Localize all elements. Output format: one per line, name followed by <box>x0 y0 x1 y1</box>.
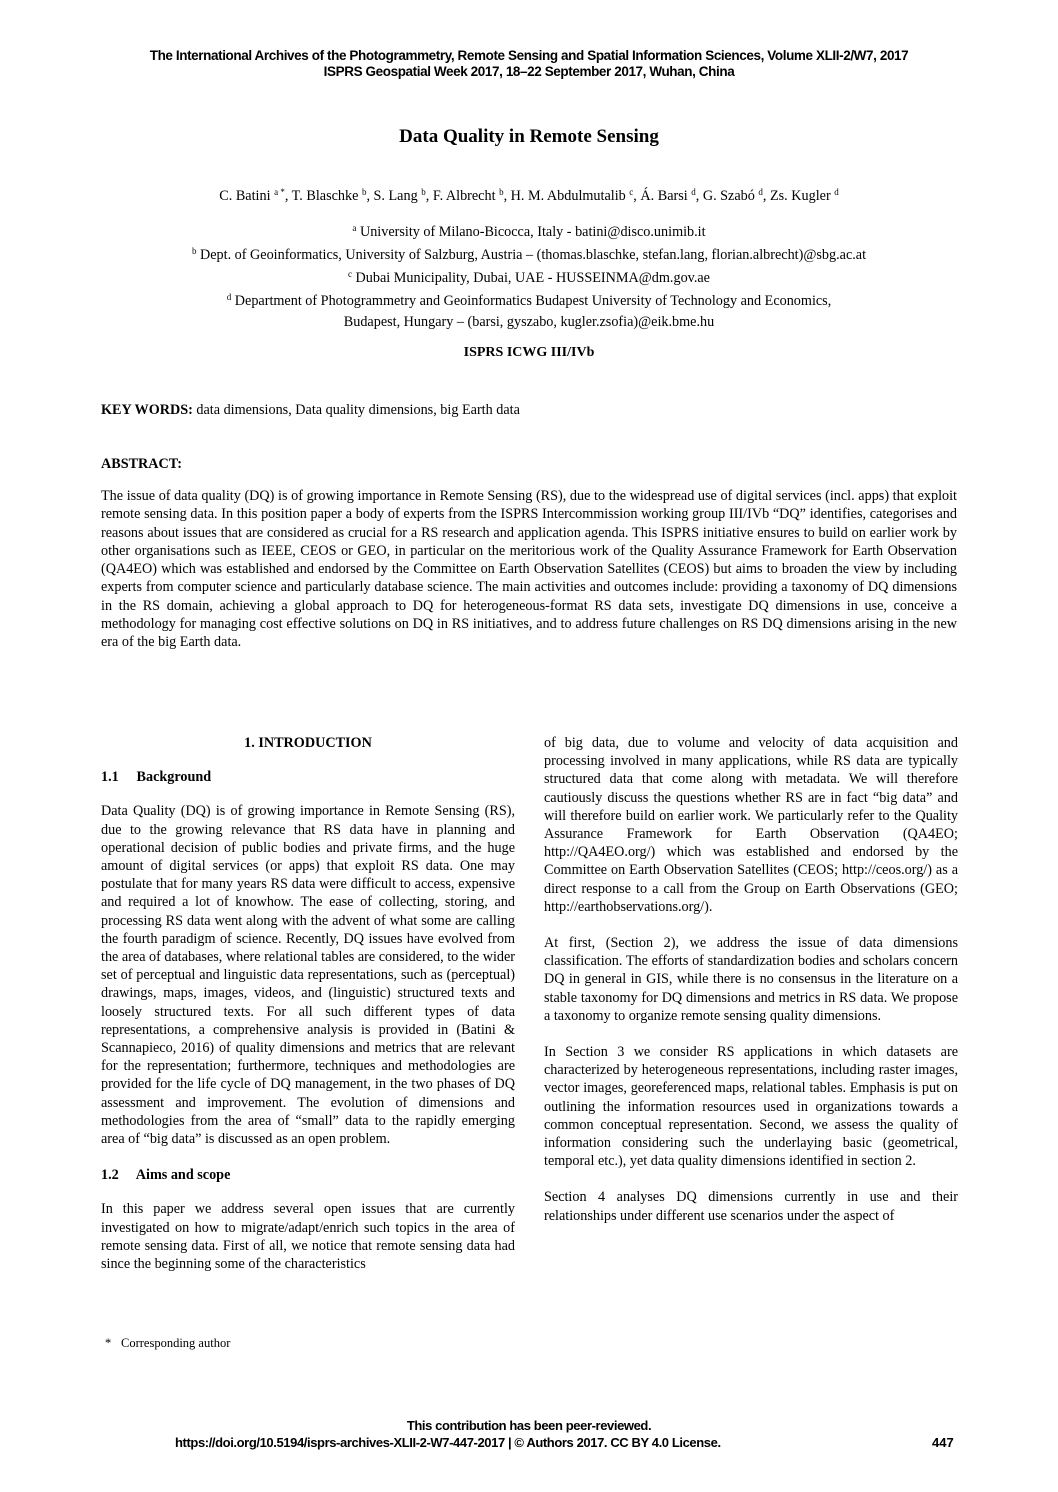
footer-peer-review: This contribution has been peer-reviewed. <box>406 1418 652 1433</box>
keywords-text: data dimensions, Data quality dimensions, big Earth data <box>196 402 520 418</box>
author-list: C. Batini $^{a *}$, T. Blaschke $^b$, S. Lang $^b$, F. Albrecht $^b$, H. M. Abdulmutalib $^c$, Á. Barsi $^d$, G. Szabó $^d$, Zs. Kugler $^d$ <box>219 187 839 204</box>
affiliation-c: $^c$ Dubai Municipality, Dubai, UAE - HUSSEINMA@dm.gov.ae <box>348 269 710 286</box>
journal-header-line2: ISPRS Geospatial Week 2017, 18–22 September 2017, Wuhan, China <box>323 64 735 79</box>
author: G. Szabó $^d$ <box>702 187 763 204</box>
paragraph-section4: Section 4 analyses DQ dimensions currently in use and their relationships under different use scenarios under the aspect of <box>544 1189 958 1224</box>
journal-header-line1: The International Archives of the Photogrammetry, Remote Sensing and Spatial Information Sciences, Volume XLII-2/W7, 2017 <box>149 48 909 63</box>
subsection-heading-background: 1.1 Background <box>101 769 212 786</box>
paragraph-big-data: of big data, due to volume and velocity of data acquisition and processing involved in many applications, while RS data are typically structured data that come along with metadata. We will therefore cautiously discuss the questions whether RS are in fact “big data” and will therefore build on earlier work. We particularly refer to the Quality Assurance Framework for Earth Observation (QA4EO; http://QA4EO.org/) which was established and endorsed by the Committee on Earth Observation Satellites (CEOS; http://ceos.org/) as a direct response to a call from the Group on Earth Observations (GEO; http://earthobservations.org/). <box>544 735 958 915</box>
section-heading-introduction: 1. INTRODUCTION <box>244 735 372 751</box>
author: T. Blaschke $^b$ <box>291 187 367 204</box>
author: H. M. Abdulmutalib $^c$ <box>510 187 634 204</box>
paper-title: Data Quality in Remote Sensing <box>399 126 659 147</box>
paragraph-aims: In this paper we address several open issues that are currently investigated on how to migrate/adapt/enrich such topics in the area of remote sensing data. First of all, we notice that remote sensing data had since the beginning some of the characteristics <box>101 1201 515 1273</box>
right-column <box>544 734 958 1243</box>
working-group: ISPRS ICWG III/IVb <box>463 345 595 360</box>
affiliation-a: $^a$ University of Milano-Bicocca, Italy - batini@disco.unimib.it <box>352 223 706 240</box>
keywords <box>101 402 520 419</box>
author: F. Albrecht $^b$ <box>432 187 504 204</box>
paragraph-section2: At first, (Section 2), we address the issue of data dimensions classification. The efforts of standardization bodies and scholars concern DQ in general in GIS, while there is no consensus in the literature on a stable taxonomy for DQ dimensions and metrics in RS data. We propose a taxonomy to organize remote sensing quality dimensions. <box>544 935 958 1024</box>
affiliation-d-cont: Budapest, Hungary – (barsi, gyszabo, kugler.zsofia)@eik.bme.hu <box>343 314 715 330</box>
author: Zs. Kugler $^d$ <box>769 187 839 204</box>
footer-doi-license: https://doi.org/10.5194/isprs-archives-XLII-2-W7-447-2017 | © Authors 2017. CC BY 4.0 License. <box>175 1435 721 1450</box>
abstract-text: The issue of data quality (DQ) is of growing importance in Remote Sensing (RS), due to the widespread use of digital services (incl. apps) that exploit remote sensing data. In this position paper a body of experts from the ISPRS Intercommission working group III/IVb “DQ” identifies, categorises and reasons about issues that are considered as crucial for a RS research and application agenda. This ISPRS initiative ensures to build on earlier work by other organisations such as IEEE, CEOS or GEO, in particular on the meritorious work of the Quality Assurance Framework for Earth Observation (QA4EO) which was established and endorsed by the Committee on Earth Observation Satellites (CEOS) but aims to broaden the view by including experts from computer science and particularly database science. The main activities and outcomes include: providing a taxonomy of DQ dimensions in the RS domain, achieving a global approach to DQ for heterogeneous-format RS data sets, investigate DQ dimensions in use, conceive a methodology for managing cost effective solutions on DQ in RS initiatives, and to address future challenges on RS DQ dimensions arising in the new era of the big Earth data. <box>101 488 957 651</box>
paragraph-background: Data Quality (DQ) is of growing importance in Remote Sensing (RS), due to the growing relevance that RS data have in planning and operational decision of public bodies and private firms, and the huge amount of digital services (or apps) that exploit RS data. One may postulate that for many years RS data were difficult to access, expensive and required a lot of knowhow. The ease of collecting, storing, and processing RS data went along with the advent of what some are calling the fourth paradigm of science. Recently, DQ issues have evolved from the area of databases, where relational tables are considered, to the wider set of perceptual and linguistic data representations, such as (perceptual) drawings, maps, images, videos, and (linguistic) structured texts and loosely structured texts. For all such different types of data representations, a comprehensive analysis is provided in (Batini & Scannapieco, 2016) of quality dimensions and metrics that are relevant for the representation; furthermore, techniques and methodologies are provided for the life cycle of DQ management, in the two phases of DQ assessment and improvement. The evolution of dimensions and methodologies from the area of “small” data to the rapidly emerging area of “big data” is discussed as an open problem. <box>101 803 516 1148</box>
subsection-heading-aims: 1.2 Aims and scope <box>101 1167 231 1184</box>
author: C. Batini $^{a *}$ <box>219 187 285 204</box>
paragraph-section3: In Section 3 we consider RS applications in which datasets are characterized by heterogeneous representations, including raster images, vector images, georeferenced maps, relational tables. Emphasis is put on outlining the information resources used in organizations towards a common conceptual representation. Second, we assess the quality of information considering such the underlaying basic (geometrical, temporal etc.), yet data quality dimensions identified in section 2. <box>544 1044 958 1170</box>
footnote: * Corresponding author <box>105 1336 231 1350</box>
keywords-label: KEY WORDS: <box>101 402 193 418</box>
affiliation-b: $^b$ Dept. of Geoinformatics, University of Salzburg, Austria – (thomas.blaschke, stefan.lang, florian.albrecht)@sbg.ac.at <box>191 246 867 263</box>
affiliation-d: $^d$ Department of Photogrammetry and Geoinformatics Budapest University of Technology and Economics, <box>226 292 832 309</box>
page-number: 447 <box>932 1435 954 1450</box>
left-column <box>101 734 515 1291</box>
author: S. Lang $^b$ <box>373 187 426 204</box>
author: Á. Barsi $^d$ <box>640 187 696 204</box>
abstract-heading: ABSTRACT: <box>101 456 182 472</box>
